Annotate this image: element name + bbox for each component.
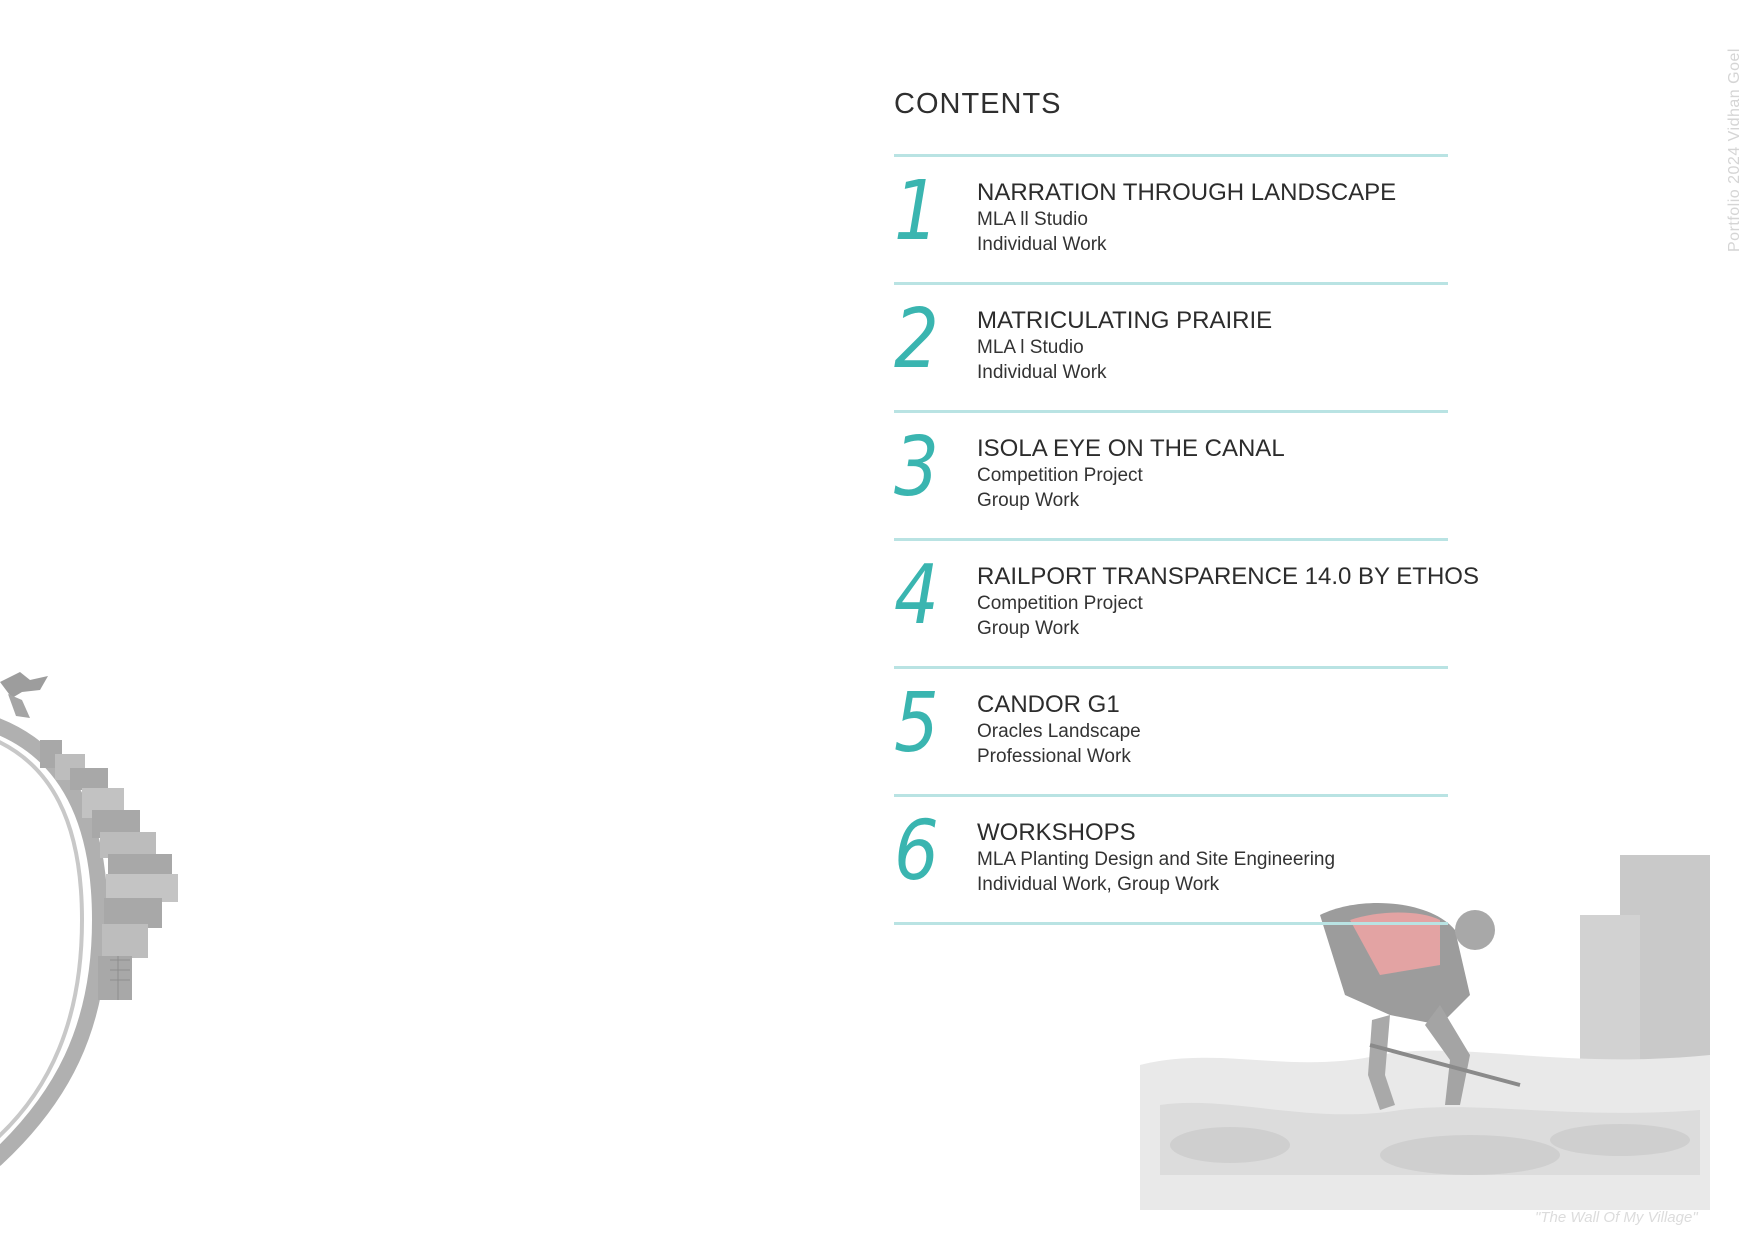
entry-text xyxy=(977,563,1479,641)
entry-subtitle: Competition Project xyxy=(977,465,1143,486)
entry-number: 1 xyxy=(894,164,939,259)
contents-entry-6[interactable] xyxy=(894,797,1454,922)
entry-text xyxy=(977,435,1285,513)
entry-work-type: Professional Work xyxy=(977,746,1131,767)
entry-work-type: Group Work xyxy=(977,618,1080,639)
image-caption: "The Wall Of My Village" xyxy=(1535,1209,1698,1226)
entry-work-type: Individual Work xyxy=(977,362,1107,383)
entry-title: WORKSHOPS xyxy=(977,819,1136,846)
contents-entry-4[interactable] xyxy=(894,541,1479,666)
entry-text xyxy=(977,691,1141,769)
contents-section xyxy=(894,86,1479,925)
entry-number: 5 xyxy=(894,676,939,771)
entry-subtitle: Oracles Landscape xyxy=(977,721,1141,742)
portfolio-credit: Portfolio 2024 Vidhan Goel xyxy=(1726,48,1743,252)
entry-title: NARRATION THROUGH LANDSCAPE xyxy=(977,179,1397,206)
entry-text xyxy=(977,307,1272,385)
entry-work-type: Individual Work, Group Work xyxy=(977,874,1220,895)
contents-entry-1[interactable] xyxy=(894,157,1454,282)
contents-entry-2[interactable] xyxy=(894,285,1454,410)
entry-title: CANDOR G1 xyxy=(977,691,1120,718)
entry-work-type: Group Work xyxy=(977,490,1080,511)
entry-subtitle: MLA Planting Design and Site Engineering xyxy=(977,849,1336,870)
entry-text xyxy=(977,179,1396,257)
entry-number: 4 xyxy=(894,548,939,643)
entry-subtitle: Competition Project xyxy=(977,593,1143,614)
entry-title: MATRICULATING PRAIRIE xyxy=(977,307,1273,334)
entry-number: 2 xyxy=(894,292,939,387)
entry-title: ISOLA EYE ON THE CANAL xyxy=(977,435,1285,462)
entry-title: RAILPORT TRANSPARENCE 14.0 BY ETHOS xyxy=(977,563,1479,590)
entry-number: 6 xyxy=(894,804,939,899)
contents-entry-5[interactable] xyxy=(894,669,1454,794)
entry-work-type: Individual Work xyxy=(977,234,1107,255)
divider xyxy=(894,922,1448,925)
entry-subtitle: MLA l Studio xyxy=(977,337,1084,358)
circle-cityscape-illustration xyxy=(0,670,210,1190)
entry-text xyxy=(977,819,1335,897)
entry-subtitle: MLA ll Studio xyxy=(977,209,1088,230)
entry-number: 3 xyxy=(894,420,939,515)
page-title: CONTENTS xyxy=(894,88,1062,120)
contents-entry-3[interactable] xyxy=(894,413,1454,538)
